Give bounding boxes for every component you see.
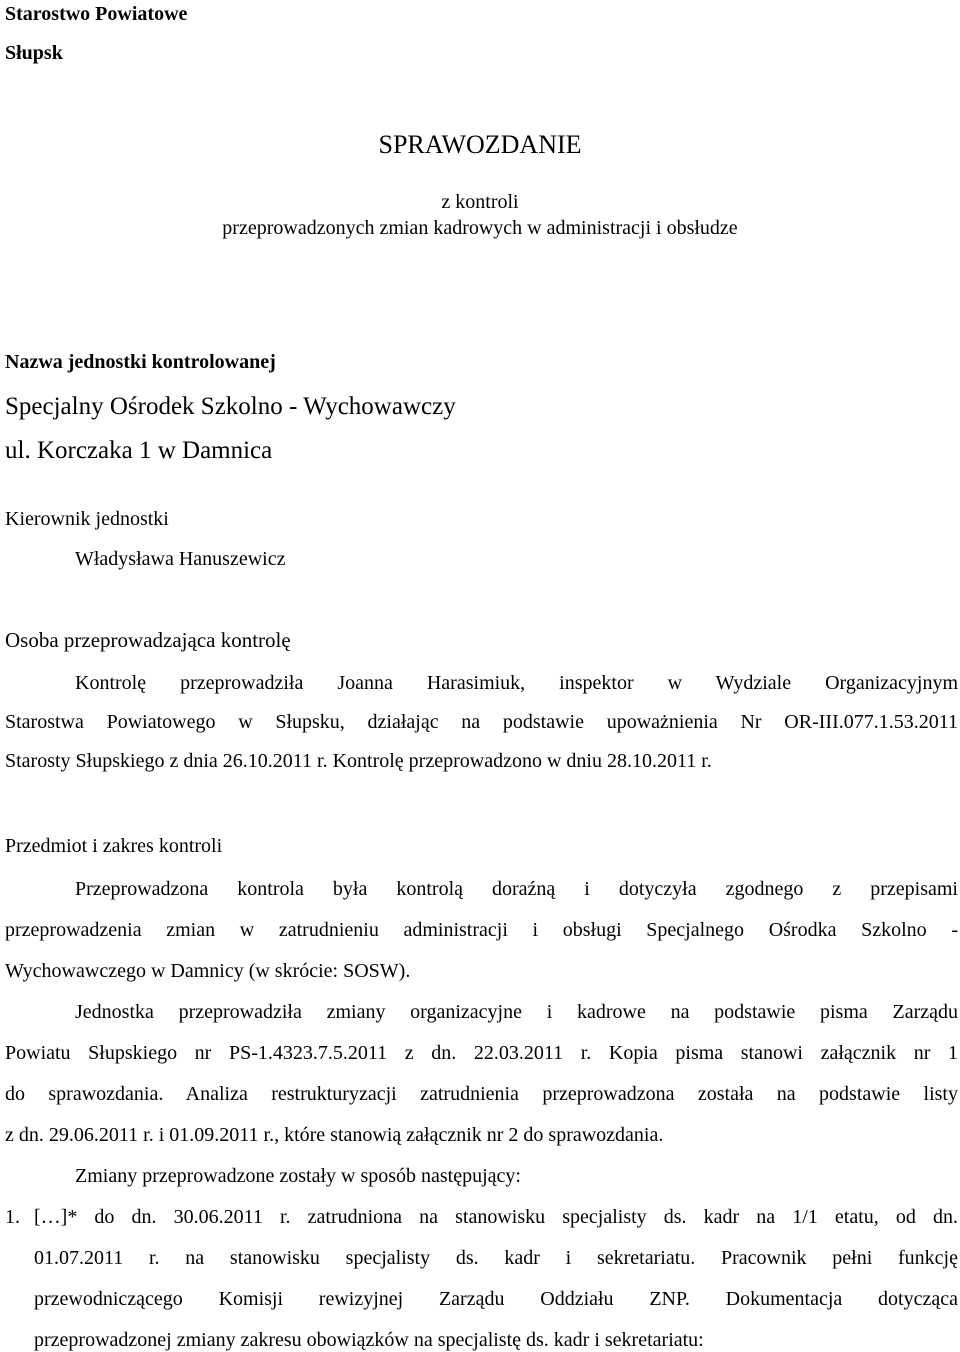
list-item-line: 01.07.2011 r. na stanowisku specjalisty ds. kadr i sekretariatu. Pracownik pełni funkcję bbox=[34, 1247, 958, 1269]
controller-line: Starostwa Powiatowego w Słupsku, działając na podstawie upoważnienia Nr OR-III.077.1.53.2011 bbox=[5, 711, 958, 733]
scope-paragraph-line: do sprawozdania. Analiza restrukturyzacji zatrudnienia przeprowadzona została na podstawie listy bbox=[5, 1083, 958, 1105]
controller-line: Kontrolę przeprowadziła Joanna Harasimiuk, inspektor w Wydziale Organizacyjnym bbox=[75, 672, 958, 694]
controller-label: Osoba przeprowadzająca kontrolę bbox=[5, 628, 291, 652]
unit-label: Nazwa jednostki kontrolowanej bbox=[5, 351, 276, 373]
scope-paragraph-line: przeprowadzenia zmian w zatrudnieniu administracji i obsługi Specjalnego Ośrodka Szkolno - bbox=[5, 919, 958, 941]
unit-address: ul. Korczaka 1 w Damnica bbox=[5, 437, 273, 464]
head-name: Władysława Hanuszewicz bbox=[75, 548, 286, 570]
scope-paragraph-line: Wychowawczego w Damnicy (w skrócie: SOSW). bbox=[5, 960, 411, 982]
institution-city: Słupsk bbox=[5, 42, 63, 64]
scope-paragraph-line: Przeprowadzona kontrola była kontrolą doraźną i dotyczyła zgodnego z przepisami bbox=[75, 878, 958, 900]
report-subtitle-2: przeprowadzonych zmian kadrowych w administracji i obsłudze bbox=[222, 217, 738, 239]
list-item-line: […]* do dn. 30.06.2011 r. zatrudniona na stanowisku specjalisty ds. kadr na 1/1 etatu, od dn. bbox=[34, 1206, 958, 1228]
list-item-line: przeprowadzonej zmiany zakresu obowiązków na specjalistę ds. kadr i sekretariatu: bbox=[34, 1329, 704, 1351]
unit-name: Specjalny Ośrodek Szkolno - Wychowawczy bbox=[5, 393, 456, 420]
scope-label: Przedmiot i zakres kontroli bbox=[5, 835, 223, 857]
controller-line: Starosty Słupskiego z dnia 26.10.2011 r. Kontrolę przeprowadzono w dniu 28.10.2011 r. bbox=[5, 750, 712, 772]
scope-paragraph-line: Zmiany przeprowadzone zostały w sposób następujący: bbox=[75, 1165, 521, 1187]
institution-name: Starostwo Powiatowe bbox=[5, 3, 188, 25]
list-item-number: 1. bbox=[5, 1206, 20, 1228]
head-label: Kierownik jednostki bbox=[5, 508, 169, 530]
scope-paragraph-line: Jednostka przeprowadziła zmiany organizacyjne i kadrowe na podstawie pisma Zarządu bbox=[75, 1001, 958, 1023]
report-title: SPRAWOZDANIE bbox=[378, 130, 582, 159]
scope-paragraph-line: z dn. 29.06.2011 r. i 01.09.2011 r., które stanowią załącznik nr 2 do sprawozdania. bbox=[5, 1124, 664, 1146]
scope-paragraph-line: Powiatu Słupskiego nr PS-1.4323.7.5.2011 z dn. 22.03.2011 r. Kopia pisma stanowi załącznik nr 1 bbox=[5, 1042, 958, 1064]
list-item-line: przewodniczącego Komisji rewizyjnej Zarządu Oddziału ZNP. Dokumentacja dotycząca bbox=[34, 1288, 958, 1310]
report-subtitle-1: z kontroli bbox=[441, 191, 519, 213]
